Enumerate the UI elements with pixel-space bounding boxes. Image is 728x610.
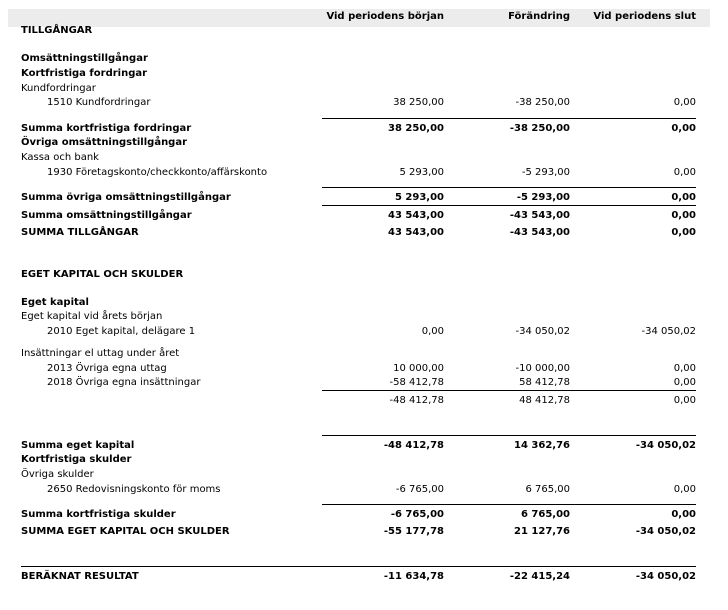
divider-line bbox=[322, 187, 696, 188]
account-1510-label: 1510 Kundfordringar bbox=[47, 97, 151, 108]
sum-other-current-start: 5 293,00 bbox=[394, 192, 444, 203]
sum-equity-liabilities-change: 21 127,76 bbox=[514, 526, 570, 537]
account-2018-change: 58 412,78 bbox=[519, 377, 570, 388]
deposits-subtotal-change: 48 412,78 bbox=[519, 395, 570, 406]
account-2010-start: 0,00 bbox=[421, 326, 444, 337]
account-2018-start: -58 412,78 bbox=[389, 377, 444, 388]
account-2650-start: -6 765,00 bbox=[395, 484, 444, 495]
sum-short-receivables-label: Summa kortfristiga fordringar bbox=[21, 123, 192, 134]
sum-current-start: 43 543,00 bbox=[388, 210, 444, 221]
account-1930-start: 5 293,00 bbox=[399, 167, 444, 178]
sum-equity-liabilities-start: -55 177,78 bbox=[383, 526, 444, 537]
account-2013-label: 2013 Övriga egna uttag bbox=[47, 363, 167, 374]
sum-other-current-end: 0,00 bbox=[671, 192, 696, 203]
sum-current-end: 0,00 bbox=[671, 210, 696, 221]
computed-result-label: BERÄKNAT RESULTAT bbox=[21, 571, 139, 582]
account-2010-change: -34 050,02 bbox=[515, 326, 570, 337]
sum-short-receivables-start: 38 250,00 bbox=[388, 123, 444, 134]
sum-short-liabilities-label: Summa kortfristiga skulder bbox=[21, 509, 176, 520]
result-divider-line bbox=[21, 566, 696, 567]
account-2010-end: -34 050,02 bbox=[641, 326, 696, 337]
divider-line bbox=[322, 205, 696, 206]
sum-short-liabilities-end: 0,00 bbox=[671, 509, 696, 520]
account-2018-end: 0,00 bbox=[673, 377, 696, 388]
computed-result-start: -11 634,78 bbox=[383, 571, 444, 582]
divider-line bbox=[322, 435, 696, 436]
sum-equity-label: Summa eget kapital bbox=[21, 440, 135, 451]
sum-equity-change: 14 362,76 bbox=[514, 440, 570, 451]
account-2013-change: -10 000,00 bbox=[515, 363, 570, 374]
deposits-subtotal-end: 0,00 bbox=[673, 395, 696, 406]
sum-equity-liabilities-label: SUMMA EGET KAPITAL OCH SKULDER bbox=[21, 526, 230, 537]
group-short-liabilities: Kortfristiga skulder bbox=[21, 454, 132, 465]
col-header-end: Vid periodens slut bbox=[593, 11, 696, 22]
sum-assets-end: 0,00 bbox=[671, 227, 696, 238]
account-1930-end: 0,00 bbox=[673, 167, 696, 178]
divider-line bbox=[322, 390, 696, 391]
account-2010-label: 2010 Eget kapital, delägare 1 bbox=[47, 326, 196, 337]
sum-current-label: Summa omsättningstillgångar bbox=[21, 210, 192, 221]
account-1930-label: 1930 Företagskonto/checkkonto/affärskonto bbox=[47, 167, 268, 178]
subgroup-cash: Kassa och bank bbox=[21, 152, 99, 163]
col-header-change: Förändring bbox=[508, 11, 570, 22]
account-2013-start: 10 000,00 bbox=[393, 363, 444, 374]
computed-result-end: -34 050,02 bbox=[635, 571, 696, 582]
sum-assets-change: -43 543,00 bbox=[509, 227, 570, 238]
deposits-subtotal-start: -48 412,78 bbox=[389, 395, 444, 406]
group-other-current: Övriga omsättningstillgångar bbox=[21, 137, 188, 148]
account-2013-end: 0,00 bbox=[673, 363, 696, 374]
sum-equity-start: -48 412,78 bbox=[383, 440, 444, 451]
sum-current-change: -43 543,00 bbox=[509, 210, 570, 221]
account-1930-change: -5 293,00 bbox=[521, 167, 570, 178]
sum-other-current-change: -5 293,00 bbox=[516, 192, 570, 203]
sum-assets-label: SUMMA TILLGÅNGAR bbox=[21, 227, 139, 238]
subgroup-other-liabilities: Övriga skulder bbox=[21, 469, 94, 480]
col-header-start: Vid periodens början bbox=[326, 11, 444, 22]
group-current-assets: Omsättningstillgångar bbox=[21, 53, 148, 64]
divider-line bbox=[322, 118, 696, 119]
divider-line bbox=[322, 504, 696, 505]
account-2650-change: 6 765,00 bbox=[525, 484, 570, 495]
sum-short-liabilities-start: -6 765,00 bbox=[390, 509, 444, 520]
group-equity: Eget kapital bbox=[21, 297, 89, 308]
account-2018-label: 2018 Övriga egna insättningar bbox=[47, 377, 201, 388]
sum-short-receivables-end: 0,00 bbox=[671, 123, 696, 134]
sum-equity-end: -34 050,02 bbox=[635, 440, 696, 451]
sum-short-receivables-change: -38 250,00 bbox=[509, 123, 570, 134]
account-1510-end: 0,00 bbox=[673, 97, 696, 108]
section-title-assets: TILLGÅNGAR bbox=[21, 25, 93, 36]
account-1510-change: -38 250,00 bbox=[515, 97, 570, 108]
subgroup-receivables: Kundfordringar bbox=[21, 83, 96, 94]
account-2650-label: 2650 Redovisningskonto för moms bbox=[47, 484, 221, 495]
subgroup-equity-start: Eget kapital vid årets början bbox=[21, 311, 163, 322]
group-short-receivables: Kortfristiga fordringar bbox=[21, 68, 148, 79]
account-1510-start: 38 250,00 bbox=[393, 97, 444, 108]
sum-equity-liabilities-end: -34 050,02 bbox=[635, 526, 696, 537]
sum-short-liabilities-change: 6 765,00 bbox=[520, 509, 570, 520]
subgroup-deposits: Insättningar el uttag under året bbox=[21, 348, 180, 359]
sum-assets-start: 43 543,00 bbox=[388, 227, 444, 238]
account-2650-end: 0,00 bbox=[673, 484, 696, 495]
section-title-equity: EGET KAPITAL OCH SKULDER bbox=[21, 269, 184, 280]
sum-other-current-label: Summa övriga omsättningstillgångar bbox=[21, 192, 231, 203]
computed-result-change: -22 415,24 bbox=[509, 571, 570, 582]
